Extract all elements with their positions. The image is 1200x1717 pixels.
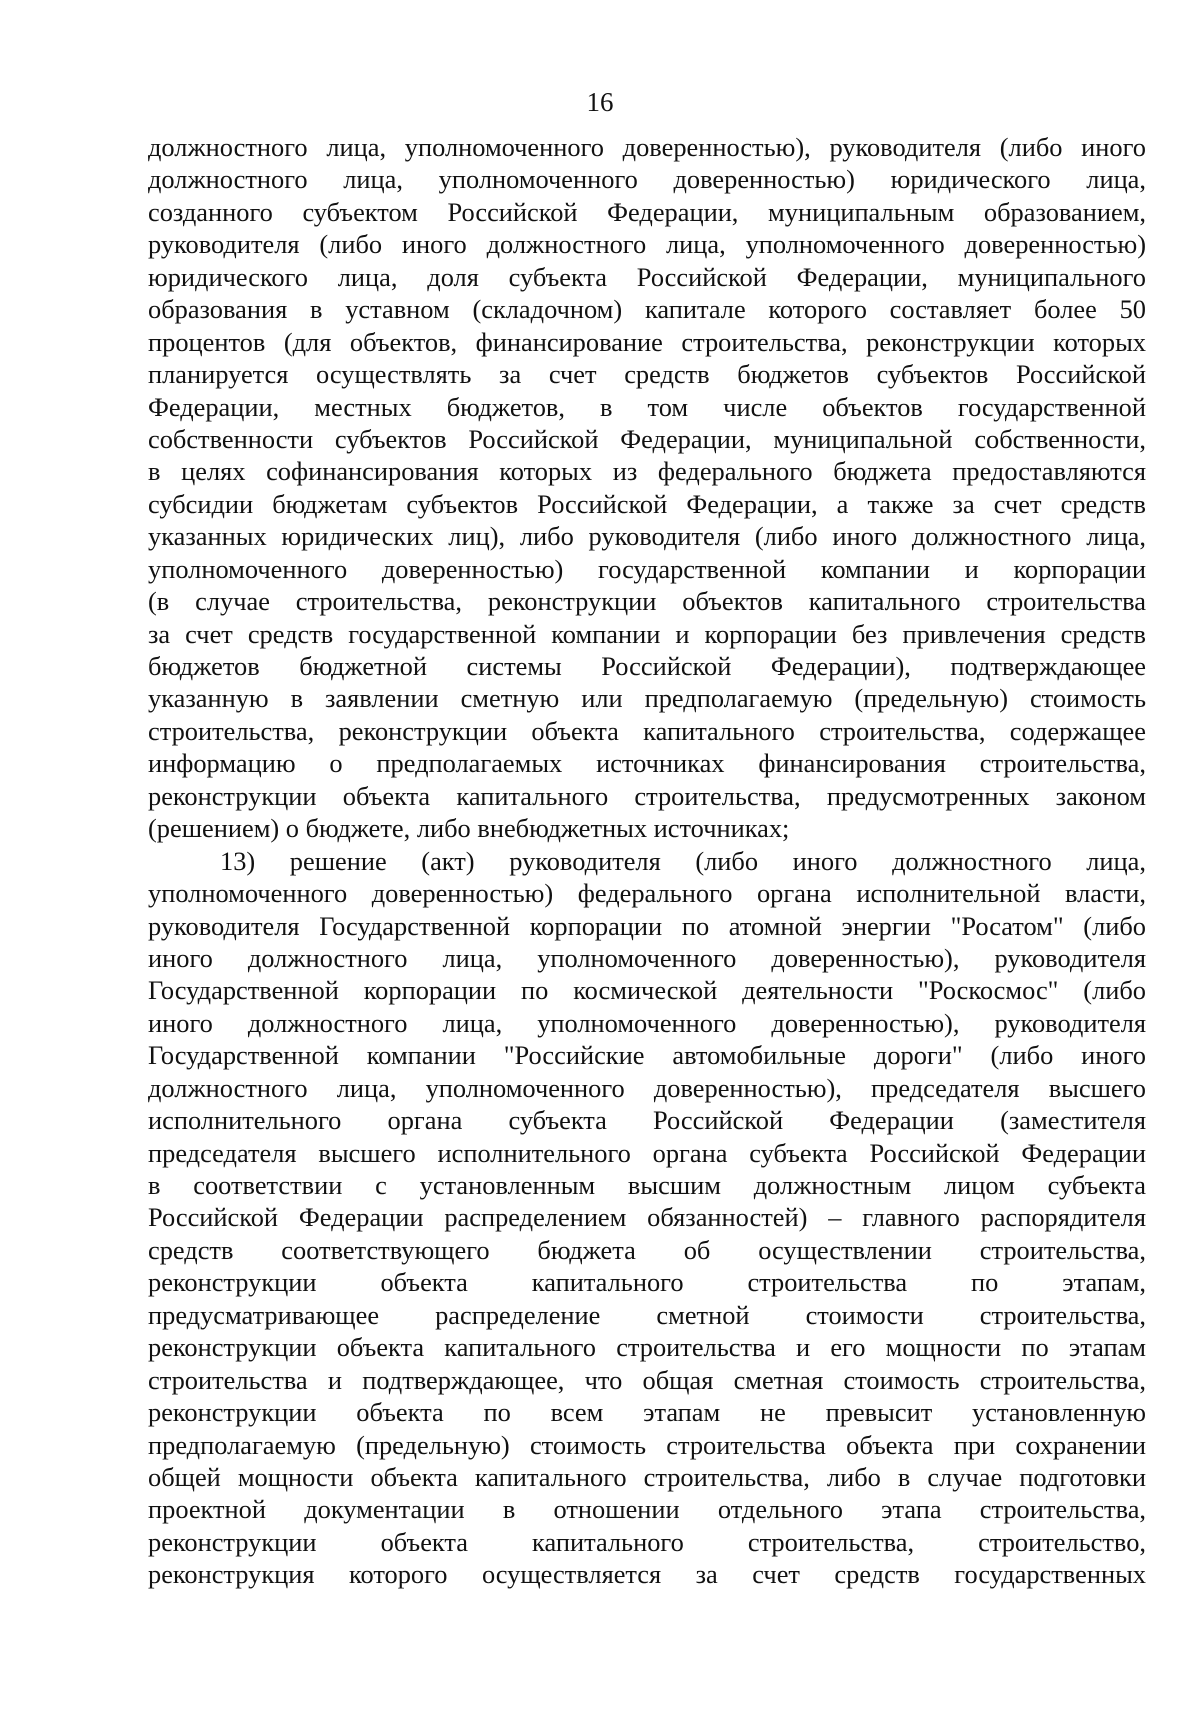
text-line: должностного лица, уполномоченного доверенностью), руководителя (либо иного: [148, 132, 1146, 162]
text-line: субсидии бюджетам субъектов Российской Федерации, а также за счет средств: [148, 488, 1146, 519]
item-13-first-line: 13) решение (акт) руководителя (либо иного должностного лица,: [220, 845, 1146, 876]
text-line: общей мощности объекта капитального строительства, либо в случае подготовки: [148, 1461, 1146, 1492]
text-line: реконструкции объекта капитального строительства, предусмотренных законом: [148, 780, 1146, 811]
text-line: строительства, реконструкции объекта капитального строительства, содержащее: [148, 715, 1146, 746]
text-line: средств соответствующего бюджета об осуществлении строительства,: [148, 1234, 1146, 1265]
text-line: реконструкции объекта капитального строительства, строительство,: [148, 1526, 1146, 1557]
text-line: за счет средств государственной компании и корпорации без привлечения средств: [148, 618, 1146, 649]
text-line: Государственной компании "Российские автомобильные дороги" (либо иного: [148, 1040, 1146, 1071]
text-line: строительства и подтверждающее, что общая сметная стоимость строительства,: [148, 1364, 1146, 1395]
text-line: должностного лица, уполномоченного доверенностью) юридического лица,: [148, 164, 1146, 195]
text-line: созданного субъектом Российской Федерации, муниципальным образованием,: [148, 196, 1146, 227]
text-line: бюджетов бюджетной системы Российской Федерации), подтверждающее: [148, 651, 1146, 681]
text-line: образования в уставном (складочном) капитале которого составляет более 50: [148, 294, 1146, 325]
text-line: реконструкции объекта по всем этапам не превысит установленную: [148, 1397, 1146, 1428]
text-line: реконструкции объекта капитального строительства и его мощности по этапам: [148, 1332, 1146, 1363]
text-line: предполагаемую (предельную) стоимость строительства объекта при сохранении: [148, 1429, 1146, 1460]
text-line: исполнительного органа субъекта Российской Федерации (заместителя: [148, 1105, 1146, 1136]
text-line: Федерации, местных бюджетов, в том числе объектов государственной: [148, 391, 1146, 422]
text-line: иного должностного лица, уполномоченного доверенностью), руководителя: [148, 942, 1146, 973]
page-number: 16: [586, 87, 614, 117]
text-line: в целях софинансирования которых из федерального бюджета предоставляются: [148, 456, 1146, 487]
text-line: уполномоченного доверенностью) государственной компании и корпорации: [148, 553, 1146, 584]
text-line: иного должностного лица, уполномоченного доверенностью), руководителя: [148, 1007, 1146, 1038]
text-line: должностного лица, уполномоченного доверенностью), председателя высшего: [148, 1072, 1146, 1103]
text-line: указанную в заявлении сметную или предполагаемую (предельную) стоимость: [148, 683, 1146, 714]
text-line: руководителя (либо иного должностного лица, уполномоченного доверенностью): [148, 229, 1146, 260]
text-line: руководителя Государственной корпорации по атомной энергии "Росатом" (либо: [148, 910, 1146, 941]
text-line: предусматривающее распределение сметной стоимости строительства,: [148, 1299, 1146, 1330]
text-line: (в случае строительства, реконструкции объектов капитального строительства: [148, 586, 1146, 617]
text-line: Российской Федерации распределением обязанностей) – главного распорядителя: [148, 1202, 1146, 1233]
text-line: реконструкция которого осуществляется за счет средств государственных: [148, 1559, 1146, 1590]
text-line: уполномоченного доверенностью) федерального органа исполнительной власти,: [148, 878, 1146, 909]
text-line: в соответствии с установленным высшим должностным лицом субъекта: [148, 1170, 1146, 1200]
text-line: Государственной корпорации по космической деятельности "Роскосмос" (либо: [148, 975, 1146, 1006]
text-line: планируется осуществлять за счет средств бюджетов субъектов Российской: [148, 359, 1146, 390]
text-line: собственности субъектов Российской Федерации, муниципальной собственности,: [148, 423, 1146, 454]
text-line: юридического лица, доля субъекта Российской Федерации, муниципального: [148, 261, 1146, 292]
paragraph-end-line: (решением) о бюджете, либо внебюджетных источниках;: [148, 813, 790, 844]
text-line: председателя высшего исполнительного органа субъекта Российской Федерации: [148, 1137, 1146, 1168]
text-line: указанных юридических лиц), либо руководителя (либо иного должностного лица,: [148, 521, 1146, 552]
text-line: проектной документации в отношении отдельного этапа строительства,: [148, 1494, 1146, 1525]
text-line: информацию о предполагаемых источниках финансирования строительства,: [148, 748, 1146, 779]
text-line: процентов (для объектов, финансирование строительства, реконструкции которых: [148, 326, 1146, 357]
body-text: [148, 131, 1146, 1591]
text-line: реконструкции объекта капитального строительства по этапам,: [148, 1267, 1146, 1298]
